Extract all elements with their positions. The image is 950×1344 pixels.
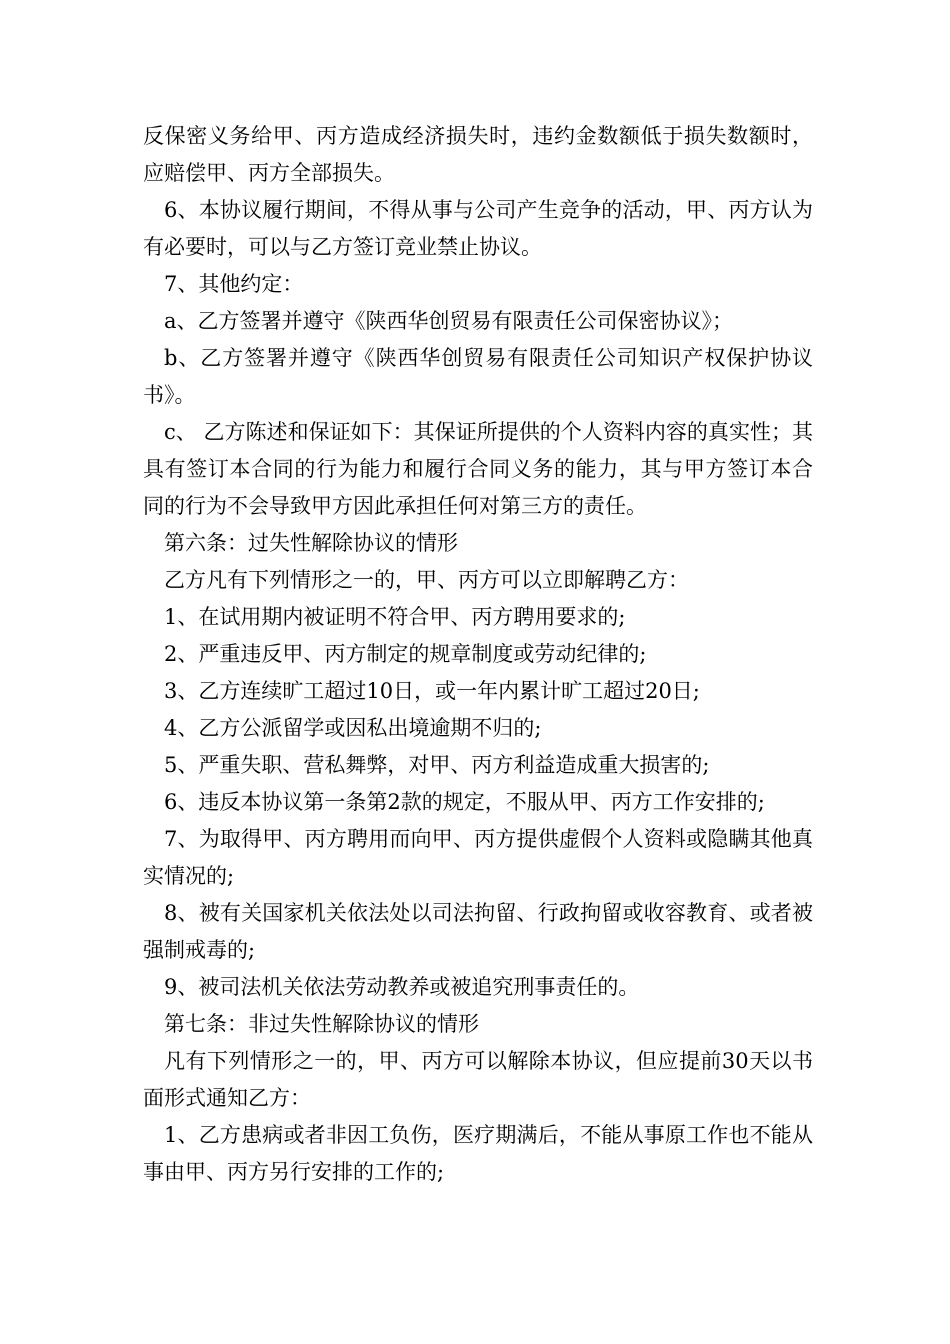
list-item-6-8: 8、被有关国家机关依法处以司法拘留、行政拘留或收容教育、或者被强制戒毒的;: [143, 901, 813, 962]
list-item-6-2: 2、严重违反甲、丙方制定的规章制度或劳动纪律的;: [164, 642, 647, 666]
list-item-6-9: 9、被司法机关依法劳动教养或被追究刑事责任的。: [164, 975, 640, 999]
paragraph-intro-article-6: 乙方凡有下列情形之一的，甲、丙方可以立即解聘乙方：: [164, 568, 689, 592]
list-item-6-1: 1、在试用期内被证明不符合甲、丙方聘用要求的;: [164, 605, 626, 629]
paragraph-item-b: b、乙方签署并遵守《陕西华创贸易有限责任公司知识产权保护协议书》。: [143, 346, 813, 407]
paragraph-item-7: 7、其他约定：: [164, 272, 304, 296]
paragraph-item-c: c、 乙方陈述和保证如下：其保证所提供的个人资料内容的真实性；其具有签订本合同的行为能力和履行合同义务的能力，其与甲方签订本合同的行为不会导致甲方因此承担任何对第三方的责任。: [143, 420, 813, 518]
section-heading-article-7: 第七条：非过失性解除协议的情形: [164, 1012, 479, 1036]
list-item-6-7: 7、为取得甲、丙方聘用而向甲、丙方提供虚假个人资料或隐瞒其他真实情况的;: [143, 827, 813, 888]
paragraph-continuation: 反保密义务给甲、丙方造成经济损失时，违约金数额低于损失数额时，应赔偿甲、丙方全部损失。: [143, 124, 813, 185]
paragraph-item-a: a、乙方签署并遵守《陕西华创贸易有限责任公司保密协议》；: [164, 309, 734, 333]
list-item-6-5: 5、严重失职、营私舞弊，对甲、丙方利益造成重大损害的;: [164, 753, 710, 777]
document-body: [143, 118, 813, 1191]
list-item-6-4: 4、乙方公派留学或因私出境逾期不归的;: [164, 716, 542, 740]
section-heading-article-6: 第六条：过失性解除协议的情形: [164, 531, 458, 555]
list-item-7-1: 1、乙方患病或者非因工负伤，医疗期满后，不能从事原工作也不能从事由甲、丙方另行安排的工作的;: [143, 1123, 813, 1184]
list-item-6-6: 6、违反本协议第一条第2款的规定，不服从甲、丙方工作安排的;: [164, 790, 765, 814]
list-item-6-3: 3、乙方连续旷工超过10日，或一年内累计旷工超过20日;: [164, 679, 700, 703]
paragraph-intro-article-7: 凡有下列情形之一的，甲、丙方可以解除本协议，但应提前30天以书面形式通知乙方：: [143, 1049, 813, 1110]
paragraph-item-6: 6、本协议履行期间，不得从事与公司产生竞争的活动，甲、丙方认为有必要时，可以与乙方签订竞业禁止协议。: [143, 198, 813, 259]
